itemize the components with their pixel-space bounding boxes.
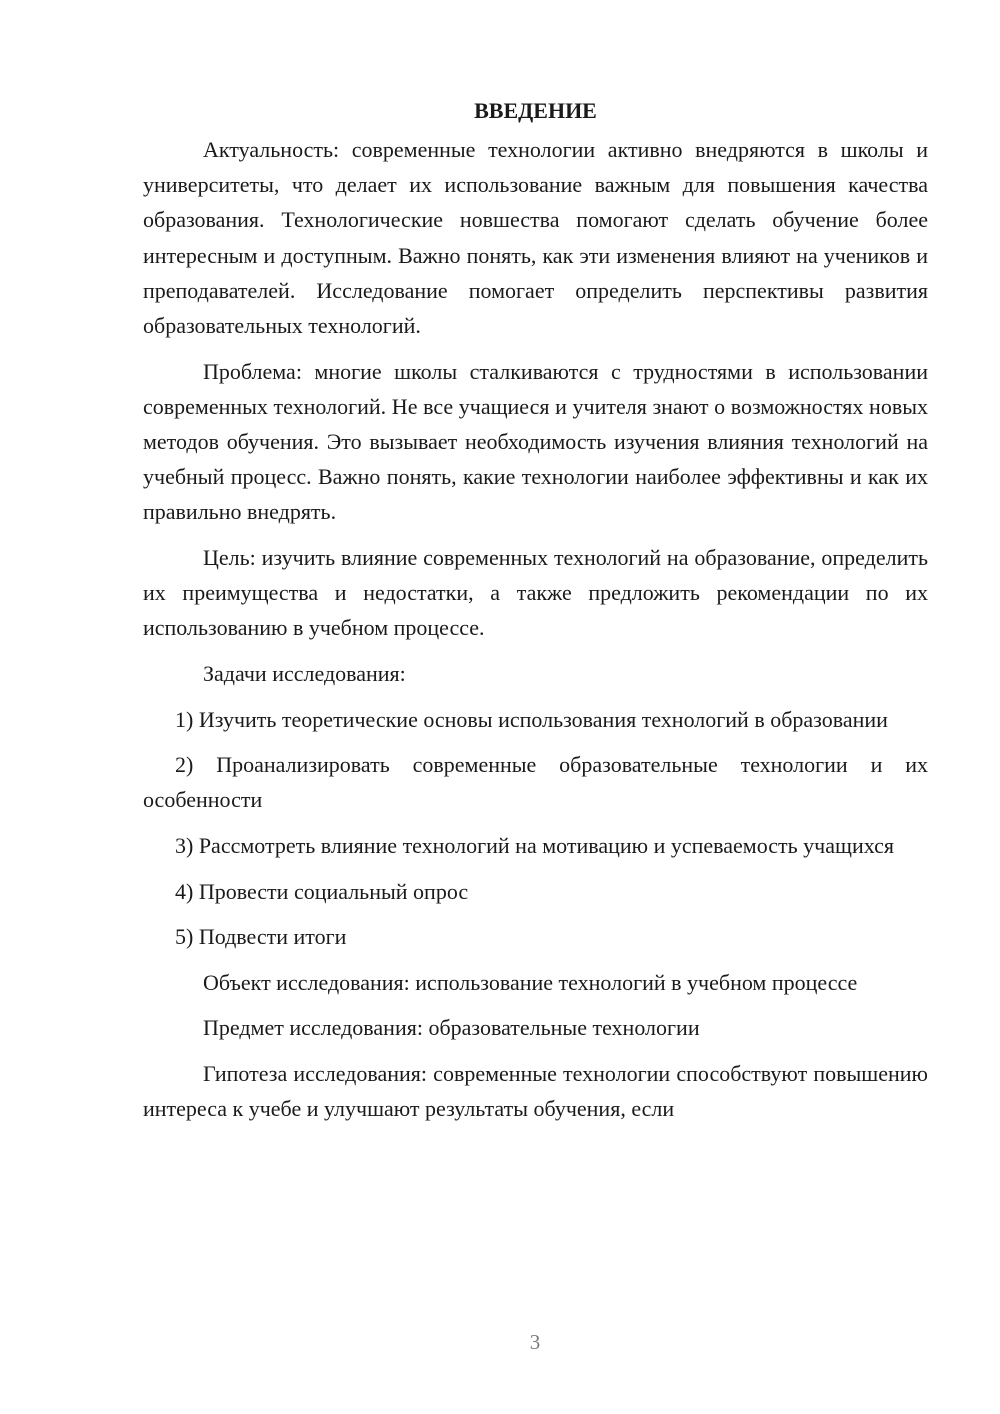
paragraph-object: Объект исследования: использование технологий в учебном процессе — [203, 969, 858, 995]
page-number: 3 — [529, 1330, 541, 1354]
tasks-list — [143, 702, 928, 955]
list-item: 1) Изучить теоретические основы использования технологий в образовании — [175, 706, 888, 732]
list-item: 5) Подвести итоги — [175, 924, 347, 950]
page-content — [143, 93, 928, 1137]
list-item: 4) Провести социальный опрос — [175, 878, 469, 904]
section-title: ВВЕДЕНИЕ — [474, 98, 597, 123]
paragraph-goal: Цель: изучить влияние современных технологий на образование, определить их преимущества и недостатки, а также предложить рекомендации по их использованию в учебном процессе. — [143, 545, 928, 641]
list-item: 2) Проанализировать современные образовательные технологии и их особенности — [143, 752, 928, 813]
tasks-heading: Задачи исследования: — [203, 661, 406, 687]
paragraph-problem: Проблема: многие школы сталкиваются с трудностями в использовании современных технологий. Не все учащиеся и учителя знают о возможностях новых методов обучения. Это вызывает необходимость изучения влияния технологий на учебный процесс. Важно понять, какие технологии наиболее эффективны и как их правильно внедрять. — [143, 358, 928, 525]
paragraph-relevance: Актуальность: современные технологии активно внедряются в школы и университеты, что делает их использование важным для повышения качества образования. Технологические новшества помогают сделать обучение более интересным и доступным. Важно понять, как эти изменения влияют на учеников и преподавателей. Исследование помогает определить перспективы развития образовательных технологий. — [143, 137, 928, 339]
paragraph-subject: Предмет исследования: образовательные технологии — [203, 1015, 700, 1041]
paragraph-hypothesis: Гипотеза исследования: современные технологии способствуют повышению интереса к учебе и улучшают результаты обучения, если — [143, 1060, 928, 1122]
list-item: 3) Рассмотреть влияние технологий на мотивацию и успеваемость учащихся — [175, 833, 894, 858]
